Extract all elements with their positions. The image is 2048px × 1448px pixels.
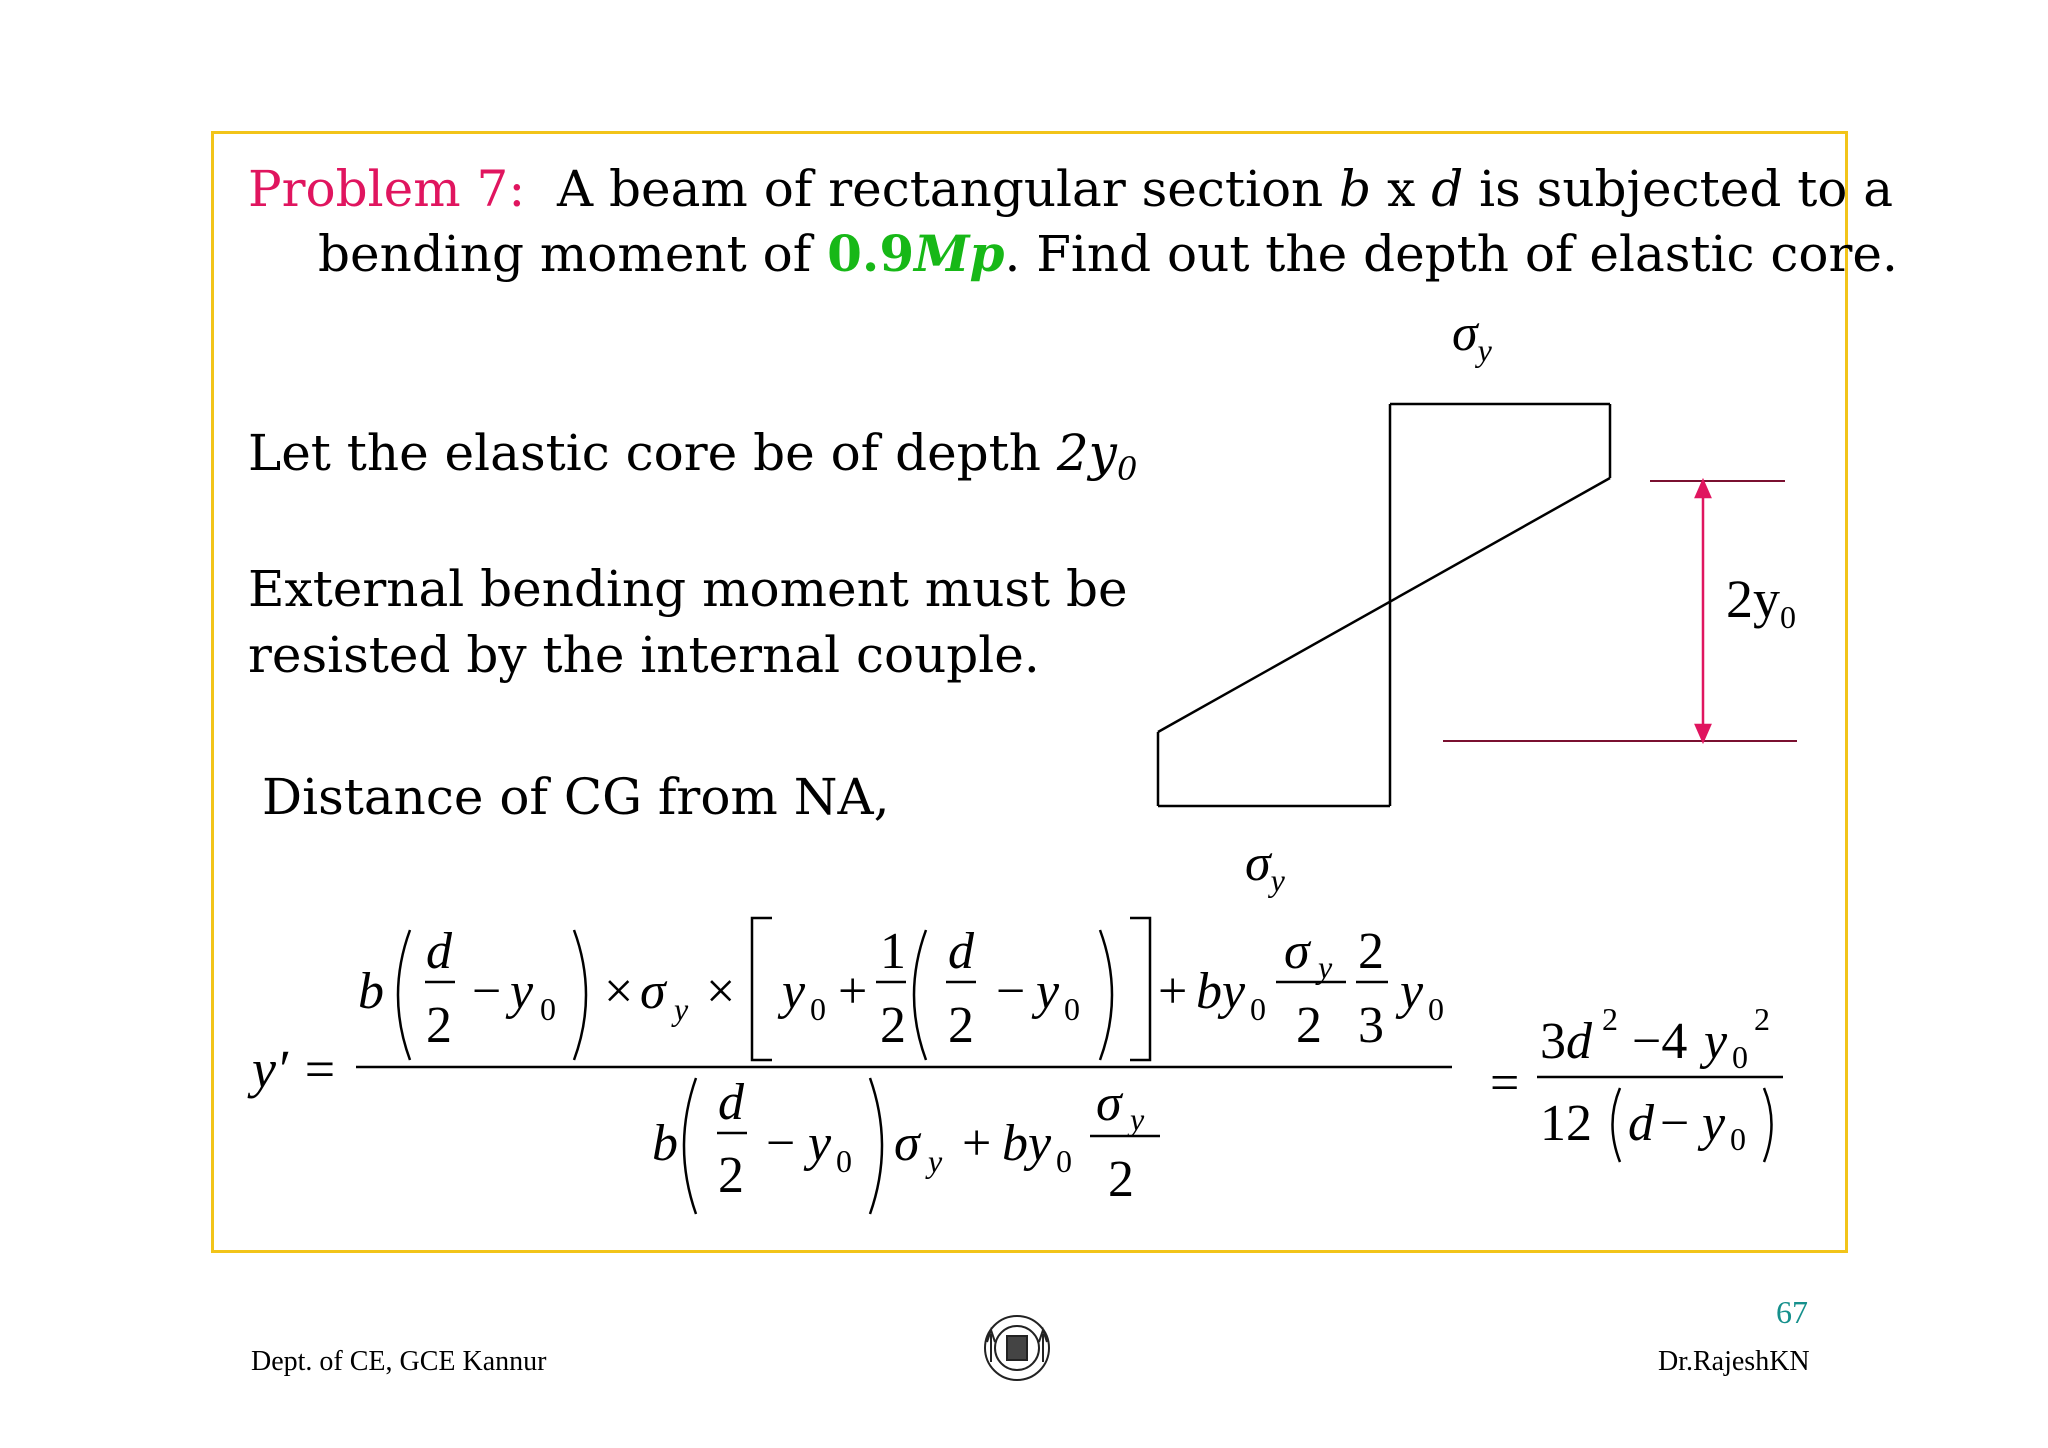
num-y0-c-sub: 0 bbox=[1064, 991, 1080, 1027]
res-y0: y bbox=[1704, 1013, 1728, 1070]
core-text: Let the elastic core be of depth bbox=[248, 424, 1041, 482]
moment-symbol: Mp bbox=[914, 224, 1005, 283]
footer-author: Dr.RajeshKN bbox=[1658, 1346, 1810, 1377]
problem-text-2-tail: . Find out the depth of elastic core. bbox=[1004, 225, 1898, 283]
res-minus-4: −4 bbox=[1632, 1013, 1688, 1070]
footer-dept: Dept. of CE, GCE Kannur bbox=[251, 1346, 547, 1377]
problem-label: Problem 7: bbox=[248, 160, 526, 218]
moment-value: 0.9 bbox=[827, 224, 915, 283]
problem-text-2: bending moment of bbox=[318, 225, 812, 283]
den-by: by bbox=[1002, 1115, 1052, 1172]
num-sigma: σ bbox=[640, 963, 666, 1020]
den-d: d bbox=[718, 1074, 744, 1131]
num-minus: − bbox=[472, 963, 502, 1020]
math-symbol: 2y bbox=[1726, 569, 1780, 629]
num-d: d bbox=[426, 923, 452, 980]
num-one: 1 bbox=[880, 923, 906, 980]
num-b: b bbox=[358, 963, 384, 1020]
core-symbol: 2y bbox=[1056, 424, 1117, 482]
num-sigma-b-sub: y bbox=[1318, 949, 1333, 985]
res-minus-den: − bbox=[1660, 1095, 1690, 1152]
num-y0-c: y bbox=[1036, 963, 1060, 1020]
den-plus: + bbox=[962, 1115, 992, 1172]
res-y0-den: y bbox=[1702, 1095, 1726, 1152]
math-symbol: y bbox=[1477, 332, 1492, 369]
num-y0-d-sub: 0 bbox=[1428, 991, 1444, 1027]
num-plus-b: + bbox=[1158, 963, 1188, 1020]
num-times-1: × bbox=[604, 963, 634, 1020]
result-equals: = bbox=[1490, 1055, 1520, 1112]
math-symbol: y′ = bbox=[252, 1039, 338, 1099]
num-times-2: × bbox=[706, 963, 736, 1020]
den-sigma: σ bbox=[894, 1115, 920, 1172]
num-y0: y bbox=[510, 963, 534, 1020]
problem-text-tail: is subjected to a bbox=[1479, 160, 1894, 218]
num-3: 3 bbox=[1358, 997, 1384, 1054]
math-symbol: σ bbox=[1452, 305, 1478, 362]
res-3d: 3d bbox=[1540, 1013, 1592, 1070]
den-y0: y bbox=[808, 1115, 832, 1172]
num-minus-b: − bbox=[996, 963, 1026, 1020]
moment-line-1: External bending moment must be bbox=[248, 560, 1128, 618]
num-y0-b: y bbox=[782, 963, 806, 1020]
symbol-b: b bbox=[1339, 160, 1372, 218]
den-sigma-b: σ bbox=[1096, 1075, 1122, 1132]
page-number: 67 bbox=[1776, 1294, 1808, 1330]
num-y0-b-sub: 0 bbox=[810, 991, 826, 1027]
res-y0-den-sub: 0 bbox=[1730, 1121, 1746, 1157]
symbol-x: x bbox=[1387, 160, 1416, 218]
den-2-b: 2 bbox=[1108, 1151, 1134, 1208]
res-y0-sub: 0 bbox=[1732, 1039, 1748, 1075]
res-12: 12 bbox=[1540, 1095, 1592, 1152]
math-symbol: y bbox=[1270, 862, 1285, 899]
den-by-sub: 0 bbox=[1056, 1143, 1072, 1179]
core-sub: 0 bbox=[1116, 449, 1138, 488]
problem-text: A beam of rectangular section bbox=[557, 160, 1324, 218]
symbol-d: d bbox=[1431, 160, 1464, 218]
distance-text: Distance of CG from NA, bbox=[262, 768, 890, 826]
num-y0-sub: 0 bbox=[540, 991, 556, 1027]
res-d-sup: 2 bbox=[1602, 1001, 1618, 1037]
res-d-den: d bbox=[1628, 1095, 1654, 1152]
num-sigma-sub: y bbox=[674, 991, 689, 1027]
den-y0-sub: 0 bbox=[836, 1143, 852, 1179]
moment-line-2: resisted by the internal couple. bbox=[248, 626, 1040, 684]
num-d-b: d bbox=[948, 923, 974, 980]
den-2: 2 bbox=[718, 1147, 744, 1204]
num-2-c: 2 bbox=[948, 997, 974, 1054]
num-2-e: 2 bbox=[1358, 923, 1384, 980]
den-sigma-b-sub: y bbox=[1130, 1101, 1145, 1137]
num-2: 2 bbox=[426, 997, 452, 1054]
math-symbol: σ bbox=[1245, 835, 1271, 892]
num-plus: + bbox=[838, 963, 868, 1020]
num-y0-d: y bbox=[1400, 963, 1424, 1020]
num-by: by bbox=[1196, 963, 1246, 1020]
math-symbol: 0 bbox=[1780, 599, 1796, 636]
den-sigma-sub: y bbox=[928, 1143, 943, 1179]
den-b: b bbox=[652, 1115, 678, 1172]
num-2-d: 2 bbox=[1296, 997, 1322, 1054]
num-two-b: 2 bbox=[880, 997, 906, 1054]
den-minus: − bbox=[766, 1115, 796, 1172]
res-y0-sup: 2 bbox=[1754, 1001, 1770, 1037]
num-sigma-b: σ bbox=[1284, 923, 1310, 980]
num-by-sub: 0 bbox=[1250, 991, 1266, 1027]
